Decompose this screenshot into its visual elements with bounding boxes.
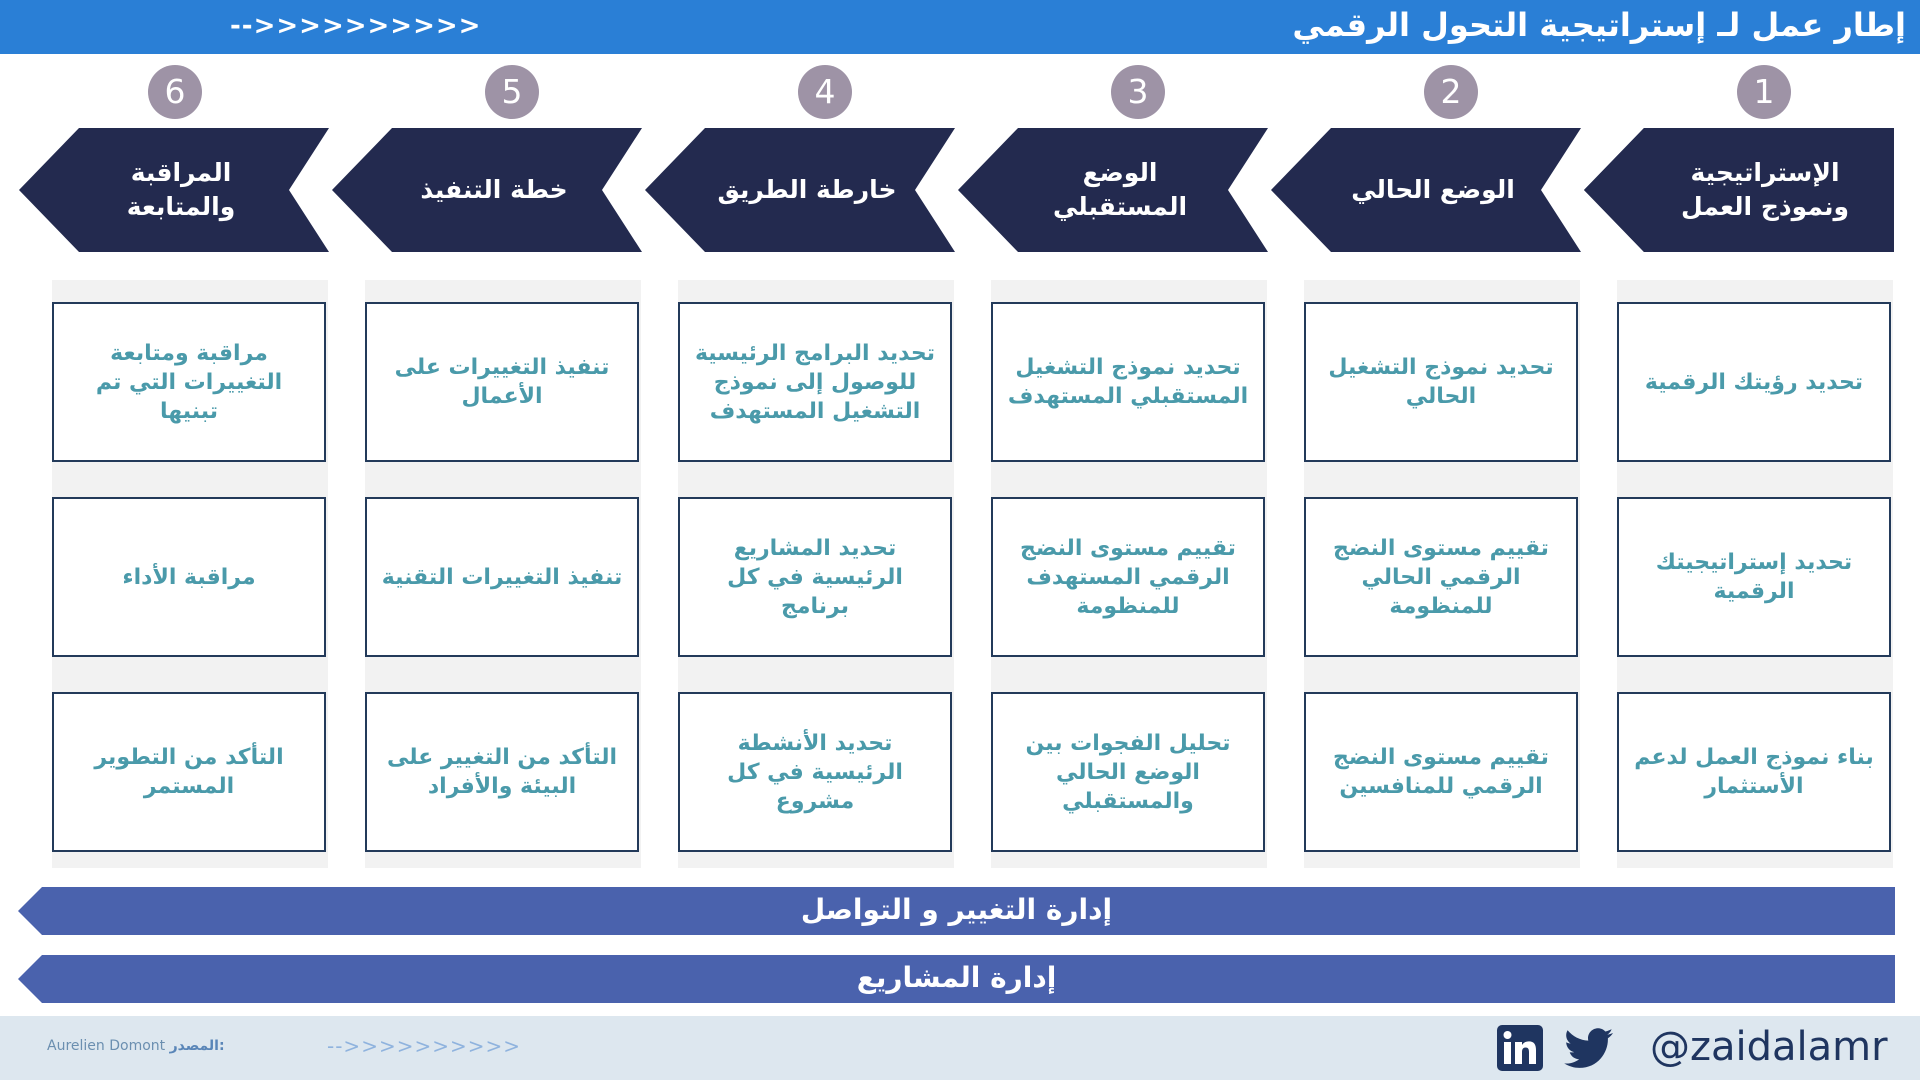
- social-handle[interactable]: @zaidalamr: [1650, 1024, 1888, 1070]
- step-3-item-3: تحليل الفجوات بين الوضع الحالي والمستقبلي: [991, 692, 1265, 852]
- step-chevron-4: [645, 128, 955, 252]
- step-4-item-3: تحديد الأنشطة الرئيسية في كل مشروع: [678, 692, 952, 852]
- step-3-item-2: تقييم مستوى النضج الرقمي المستهدف للمنظومة: [991, 497, 1265, 657]
- step-chevron-2: [1271, 128, 1581, 252]
- step-number-6: 6: [148, 65, 202, 119]
- step-number-1: 1: [1737, 65, 1791, 119]
- step-title-1: الإستراتيجية ونموذج العمل: [1680, 158, 1850, 221]
- step-title-4: خارطة الطريق: [717, 175, 897, 204]
- project-management-band: [18, 955, 1895, 1003]
- footer: [0, 1016, 1920, 1080]
- step-title-6: المراقبة والمتابعة: [126, 158, 236, 221]
- step-1-item-2: تحديد إستراتيجيتك الرقمية: [1617, 497, 1891, 657]
- step-4-item-1: تحديد البرامج الرئيسية للوصول إلى نموذج التشغيل المستهدف: [678, 302, 952, 462]
- step-chevron-6: [19, 128, 329, 252]
- step-number-2: 2: [1424, 65, 1478, 119]
- step-chevron-5: [332, 128, 642, 252]
- step-chevron-3: [958, 128, 1268, 252]
- step-6-item-2: مراقبة الأداء: [52, 497, 326, 657]
- step-2-item-2: تقييم مستوى النضج الرقمي الحالي للمنظومة: [1304, 497, 1578, 657]
- step-3-item-1: تحديد نموذج التشغيل المستقبلي المستهدف: [991, 302, 1265, 462]
- step-title-3: الوضع المستقبلي: [1052, 158, 1188, 221]
- step-5-item-2: تنفيذ التغييرات التقنية: [365, 497, 639, 657]
- step-number-4: 4: [798, 65, 852, 119]
- footer-arrows: -->>>>>>>>>>: [327, 1034, 522, 1058]
- band-label: إدارة التغيير و التواصل: [800, 893, 1113, 926]
- step-1-item-3: بناء نموذج العمل لدعم الأستثمار: [1617, 692, 1891, 852]
- source-name: Aurelien Domont: [47, 1038, 166, 1054]
- page-title: إطار عمل لـ إستراتيجية التحول الرقمي: [1292, 6, 1906, 44]
- step-chevron-1: [1584, 128, 1894, 252]
- step-6-item-1: مراقبة ومتابعة التغييرات التي تم تبنيها: [52, 302, 326, 462]
- step-number-3: 3: [1111, 65, 1165, 119]
- twitter-icon[interactable]: [1564, 1028, 1614, 1070]
- header-bar: [0, 0, 1920, 54]
- step-6-item-3: التأكد من التطوير المستمر: [52, 692, 326, 852]
- source-label: المصدر:: [169, 1038, 225, 1054]
- step-2-item-1: تحديد نموذج التشغيل الحالي: [1304, 302, 1578, 462]
- step-4-item-2: تحديد المشاريع الرئيسية في كل برنامج: [678, 497, 952, 657]
- step-1-item-1: تحديد رؤيتك الرقمية: [1617, 302, 1891, 462]
- step-title-2: الوضع الحالي: [1351, 175, 1515, 204]
- step-5-item-3: التأكد من التغيير على البيئة والأفراد: [365, 692, 639, 852]
- source-credit: [47, 1038, 225, 1054]
- step-number-5: 5: [485, 65, 539, 119]
- step-5-item-1: تنفيذ التغييرات على الأعمال: [365, 302, 639, 462]
- header-arrows: -->>>>>>>>>>: [230, 11, 482, 41]
- linkedin-icon[interactable]: [1497, 1025, 1543, 1071]
- step-title-5: خطة التنفيذ: [420, 175, 568, 204]
- step-2-item-3: تقييم مستوى النضج الرقمي للمنافسين: [1304, 692, 1578, 852]
- band-label: إدارة المشاريع: [856, 961, 1057, 994]
- change-management-band: [18, 887, 1895, 935]
